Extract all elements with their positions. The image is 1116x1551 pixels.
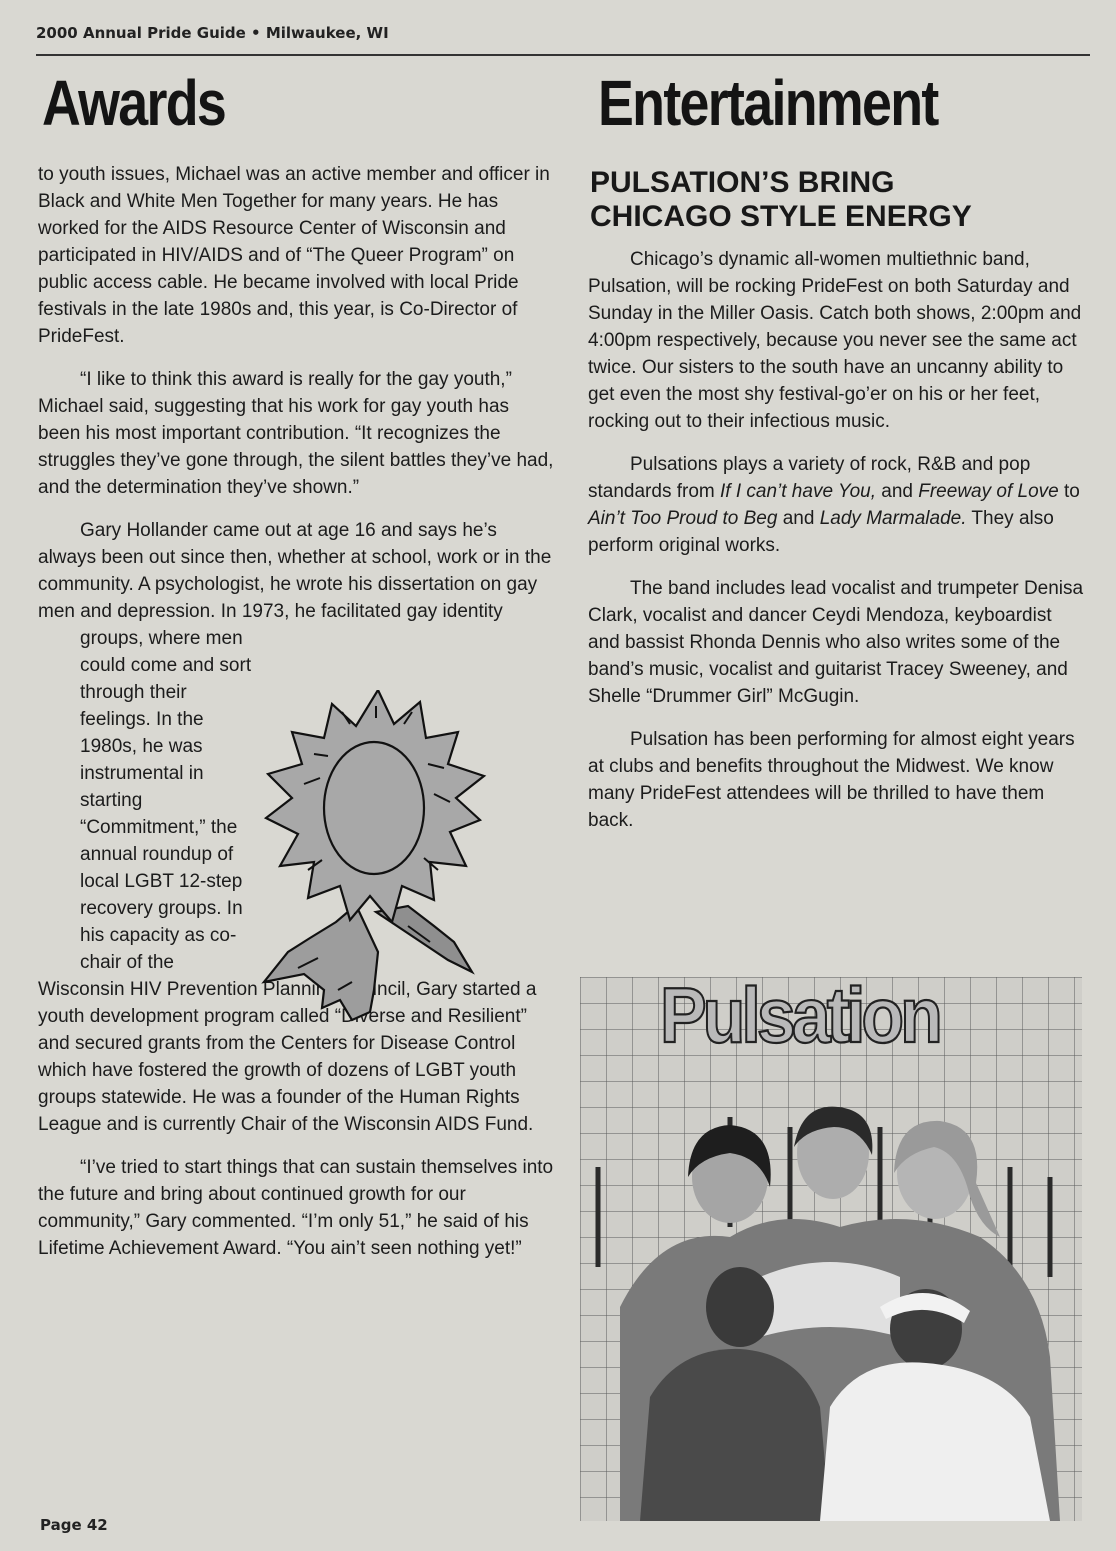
wrap-line: groups, where men xyxy=(80,628,243,649)
wrap-line: starting xyxy=(80,790,143,811)
wrap-line: feelings. In the xyxy=(80,709,204,730)
page-number: Page 42 xyxy=(40,1516,108,1534)
pulsation-logo: Pulsation xyxy=(660,977,939,1059)
running-header: 2000 Annual Pride Guide • Milwaukee, WI xyxy=(36,24,389,42)
entertainment-paragraph-2 xyxy=(588,451,1086,559)
text-fragment: They also perform original works. xyxy=(588,508,1054,556)
wrap-line: 1980s, he was xyxy=(80,736,203,757)
wrap-line: “Commitment,” the xyxy=(80,817,238,838)
wrap-line: his capacity as co- xyxy=(80,925,237,946)
wrap-line: recovery groups. In xyxy=(80,898,243,919)
wrap-line: chair of the xyxy=(80,952,174,973)
entertainment-article xyxy=(588,246,1086,834)
text-fragment: and xyxy=(875,481,919,502)
wrap-line: local LGBT 12-step xyxy=(80,871,243,892)
song-title: Lady Marmalade. xyxy=(819,508,967,529)
entertainment-paragraph-1: Chicago’s dynamic all-women multiethnic band, Pulsation, will be rocking PrideFest on both Saturday and Sunday in the Miller Oasis. Catch both shows, 2:00pm and 4:00pm respectively, because you never see the same act twice. Our sisters to the south have an uncanny ability to get even the most shy festival-go’er on his or her feet, rocking out to their infectious music. xyxy=(588,249,1082,432)
entertainment-paragraph-4: Pulsation has been performing for almost eight years at clubs and benefits throughout the Midwest. We know many PrideFest attendees will be thrilled to have them back. xyxy=(588,729,1075,831)
entertainment-section-title: Entertainment xyxy=(598,67,938,139)
wrap-line: annual roundup of xyxy=(80,844,234,865)
text-fragment: Pulsations plays a variety of rock, R&B and pop standards from xyxy=(588,454,1031,502)
awards-paragraph-1: to youth issues, Michael was an active member and officer in Black and White Men Together for many years. He has worked for the AIDS Resource Center of Wisconsin and participated in HIV/AIDS and of “The Queer Program” on public access cable. He became involved with local Pride festivals in the late 1980s and, this year, is Co-Director of PrideFest. xyxy=(38,164,550,347)
awards-paragraph-3-rest: Wisconsin HIV Prevention Planning Council, Gary started a youth development program called “Diverse and Resilient” and secured grants from the Centers for Disease Control which have fostered the growth of dozens of LGBT youth groups statewide. He was a founder of the Human Rights League and is currently Chair of the Wisconsin AIDS Fund. xyxy=(38,979,537,1135)
headline-line-2: CHICAGO STYLE ENERGY xyxy=(590,200,972,233)
entertainment-headline xyxy=(590,166,1090,234)
entertainment-paragraph-3: The band includes lead vocalist and trumpeter Denisa Clark, vocalist and dancer Ceydi Mendoza, keyboardist and bassist Rhonda Dennis who also writes some of the band’s music, vocalist and guitarist Tracey Sweeney, and Shelle “Drummer Girl” McGugin. xyxy=(588,578,1084,707)
song-title: Ain’t Too Proud to Beg xyxy=(588,508,778,529)
awards-section-title: Awards xyxy=(42,67,226,139)
wrap-line: through their xyxy=(80,682,187,703)
wrap-line: could come and sort xyxy=(80,655,252,676)
awards-paragraph-4: “I’ve tried to start things that can sustain themselves into the future and bring about continued growth for our community,” Gary commented. “I’m only 51,” he said of his Lifetime Achievement Award. “You ain’t seen nothing yet!” xyxy=(38,1157,554,1259)
header-rule xyxy=(36,54,1090,56)
song-title: If I can’t have You, xyxy=(720,481,876,502)
awards-paragraph-3-intro: Gary Hollander came out at age 16 and says he’s always been out since then, whether at school, work or in the community. A psychologist, he wrote his dissertation on gay men and depression. In 1973, he facilitated gay identity xyxy=(38,520,552,622)
text-fragment: and xyxy=(777,508,820,529)
wrap-line: instrumental in xyxy=(80,763,204,784)
award-ribbon-icon xyxy=(258,690,494,1036)
band-photo xyxy=(580,977,1082,1521)
headline-line-1: PULSATION’S BRING xyxy=(590,166,895,199)
text-fragment: to xyxy=(1058,481,1080,502)
awards-paragraph-2: “I like to think this award is really for the gay youth,” Michael said, suggesting that his work for gay youth has been his most important contribution. “It recognizes the struggles they’ve gone through, the silent battles they’ve had, and the determination they’ve shown.” xyxy=(38,369,554,498)
song-title: Freeway of Love xyxy=(918,481,1059,502)
